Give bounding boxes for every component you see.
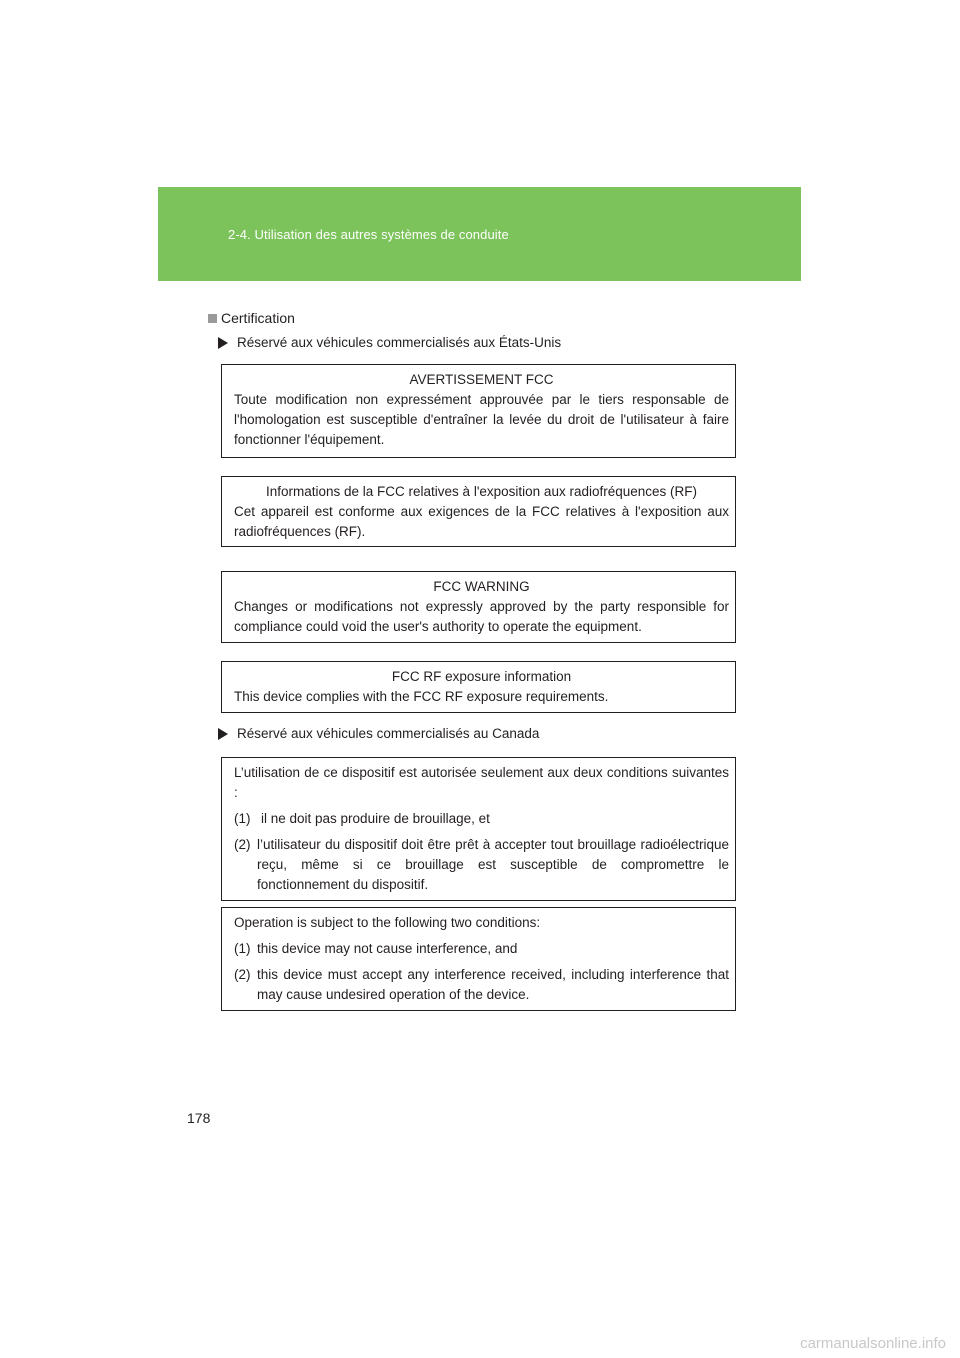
box-text: Cet appareil est conforme aux exigences de la FCC relatives à l'exposition aux radiofréquences (RF).: [234, 504, 729, 539]
triangle-bullet-icon: [218, 728, 228, 740]
watermark: carmanualsonline.info: [800, 1335, 946, 1352]
box-title: FCC WARNING: [433, 579, 530, 594]
box-intro: Operation is subject to the following two conditions:: [234, 915, 541, 930]
fcc-warning-en-box: [221, 571, 736, 643]
box-text: Toute modification non expressément approuvée par le tiers responsable de l'homologation est susceptible d'entraîner la levée du droit de l'utilisateur à faire fonctionner l'équipement.: [234, 392, 729, 447]
canada-en-box: [221, 907, 736, 1011]
list-item: [234, 835, 729, 895]
chapter-header-band: [158, 187, 801, 281]
list-number: (1): [234, 811, 251, 826]
canada-fr-box: [221, 757, 736, 901]
bullet-us: [218, 335, 561, 350]
section-heading: [208, 310, 295, 326]
bullet-canada-text: Réservé aux véhicules commercialisés au Canada: [237, 726, 540, 741]
box-text: Changes or modifications not expressly approved by the party responsible for compliance could void the user's authority to operate the equipment.: [234, 599, 729, 634]
box-title: AVERTISSEMENT FCC: [409, 372, 554, 387]
list-text: this device may not cause interference, and: [257, 941, 518, 956]
page-number: 178: [187, 1110, 211, 1126]
list-text: this device must accept any interference received, including interference that may cause undesired operation of the device.: [257, 967, 729, 1002]
list-item: [234, 939, 729, 959]
list-number: (2): [234, 967, 251, 982]
list-number: (1): [234, 941, 251, 956]
fcc-rf-fr-box: [221, 476, 736, 547]
list-item: [234, 965, 729, 1005]
bullet-canada: [218, 726, 539, 741]
list-number: (2): [234, 837, 251, 852]
box-title: Informations de la FCC relatives à l'exposition aux radiofréquences (RF): [265, 484, 698, 499]
fcc-rf-en-box: [221, 661, 736, 713]
box-text: This device complies with the FCC RF exposure requirements.: [234, 689, 609, 704]
triangle-bullet-icon: [218, 337, 228, 349]
chapter-title: 2-4. Utilisation des autres systèmes de conduite: [228, 227, 509, 242]
section-heading-text: Certification: [221, 310, 295, 326]
square-bullet-icon: [208, 314, 217, 323]
list-text: il ne doit pas produire de brouillage, et: [261, 811, 490, 826]
box-intro: L’utilisation de ce dispositif est autorisée seulement aux deux conditions suivantes :: [234, 765, 729, 800]
box-title: FCC RF exposure information: [391, 669, 572, 684]
list-text: l’utilisateur du dispositif doit être prêt à accepter tout brouillage radioélectrique reçu, même si ce brouillage est susceptible de compromettre le fonctionnement du dispositif.: [257, 837, 729, 892]
fcc-warning-fr-box: [221, 364, 736, 458]
list-item: [234, 809, 729, 829]
bullet-us-text: Réservé aux véhicules commercialisés aux États-Unis: [237, 335, 562, 350]
